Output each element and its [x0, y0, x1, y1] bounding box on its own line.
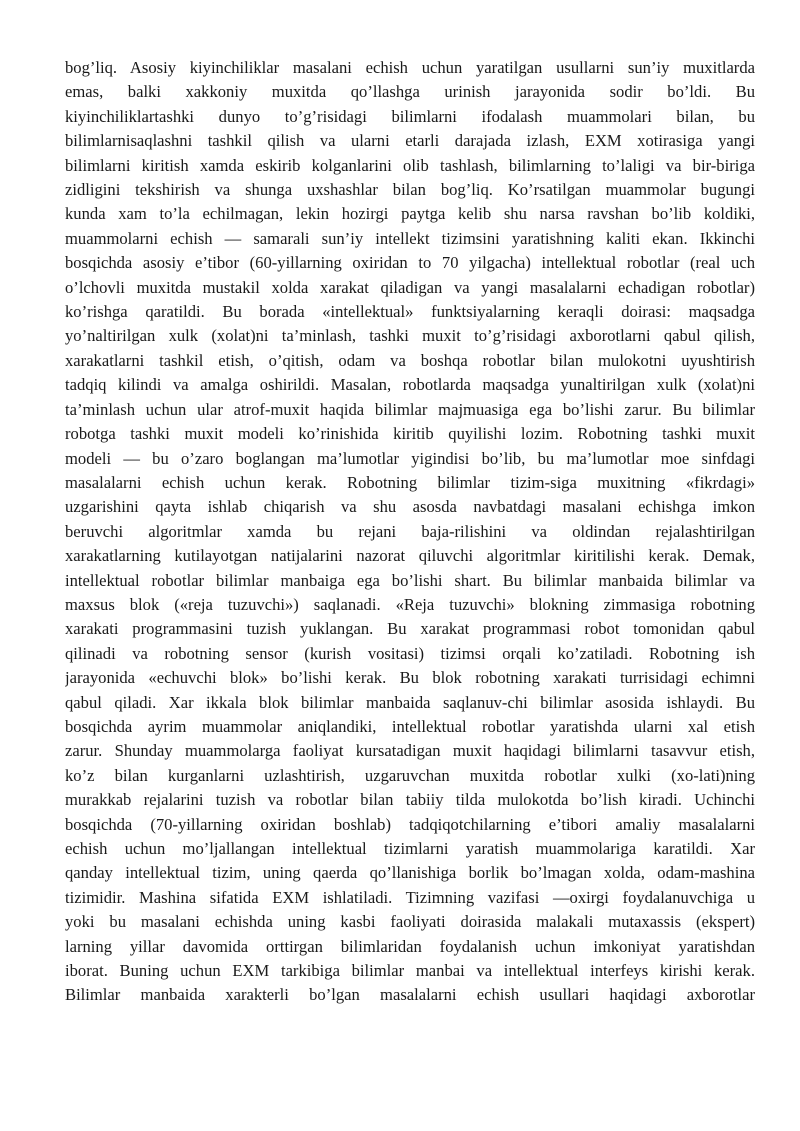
text-line: qanday intellektual tizim, uning qaerda qo’llanishiga borlik bo’lmagan xolda, odam-mashina	[65, 863, 755, 883]
text-line: ta’minlash uchun ular atrof-muxit haqida bilimlar majmuasiga ega bo’lishi zarur. Bu bilimlar	[65, 399, 755, 419]
text-line: xarakatlarni tashkil etish, o’qitish, odam va boshqa robotlar bilan mulokotni uyushtirish	[65, 350, 755, 370]
text-line: echish uchun mo’ljallangan intellektual tizimlarni yaratish muammolariga karatildi. Xar	[65, 839, 755, 858]
text-line: qilinadi va robotning sensor (kurish vositasi) tizimsi orqali ko’zatiladi. Robotning ish	[65, 643, 755, 663]
text-line: o’lchovli muxitda mustakil xolda xarakat qiladigan va yangi masalalarni echadigan robotlar)	[65, 277, 755, 297]
text-line: xarakatlarning kutilayotgan natijalarini nazorat qiluvchi algoritmlar kiritilishi kerak. Demak,	[65, 546, 755, 566]
text-line: kiyinchiliklartashki dunyo to’g’risidagi bilimlarni ifodalash muammolari bilan, bu	[65, 106, 755, 126]
text-line: tizimidir. Mashina sifatida EXM ishlatiladi. Tizimning vazifasi —oxirgi foydalanuvchiga u	[65, 887, 755, 907]
text-line: Bilimlar manbaida xarakterli bo’lgan masalalarni echish usullari haqidagi axborotlar	[65, 985, 755, 1005]
text-line: yo’naltirilgan xulk (xolat)ni ta’minlash, tashki muxit to’g’risidagi axborotlarni qabul qilish,	[65, 326, 755, 346]
text-line: bilimlarnisaqlashni tashkil qilish va ularni etarli darajada izlash, EXM xotirasiga yangi	[65, 131, 755, 151]
text-line: jarayonida «echuvchi blok» bo’lishi kerak. Bu blok robotning xarakati turrisidagi echimni	[65, 668, 755, 688]
document-page	[65, 56, 755, 1008]
text-line: masalalarni echish uchun kerak. Robotning bilimlar tizim-siga muxitning «fikrdagi»	[65, 472, 755, 492]
text-line: murakkab rejalarini tuzish va robotlar bilan tabiiy tilda mulokotda bo’lish kiradi. Uchinchi	[65, 790, 755, 810]
text-line: bilimlarni kiritish xamda eskirib kolganlarini olib tashlash, bilimlarning to’laligi va bir-biriga	[65, 155, 755, 175]
text-line: zidligini tekshirish va shunga uxshashlar bilan bog’liq. Ko’rsatilgan muammolar bugungi	[65, 180, 755, 200]
text-line: emas, balki xakkoniy muxitda qo’llashga urinish jarayonida sodir bo’ldi. Bu	[65, 82, 755, 102]
text-line: ko’rishga qaratildi. Bu borada «intellektual» funktsiyalarning keraqli doirasi: maqsadga	[65, 302, 755, 322]
text-line: bosqichda asosiy e’tibor (60-yillarning oxiridan to 70 yilgacha) intellektual robotlar (real uch	[65, 253, 755, 273]
text-line: muammolarni echish — samarali sun’iy intellekt tizimsini yaratishning kaliti ekan. Ikkinchi	[65, 228, 755, 248]
text-line: modeli — bu o’zaro boglangan ma’lumotlar yigindisi bo’lib, bu ma’lumotlar moe sinfdagi	[65, 448, 755, 468]
text-line: yoki bu masalani echishda uning kasbi faoliyati doirasida malakali mutaxassis (ekspert)	[65, 912, 755, 932]
text-line: iborat. Buning uchun EXM tarkibiga bilimlar manbai va intellektual interfeys kirishi kerak.	[65, 961, 755, 981]
text-line: uzgarishini qayta ishlab chiqarish va shu asosda navbatdagi masalani echishga imkon	[65, 497, 755, 517]
text-line: beruvchi algoritmlar xamda bu rejani baja-rilishini va oldindan rejalashtirilgan	[65, 521, 755, 541]
text-line: robotga tashki muxit modeli ko’rinishida kiritib quyilishi lozim. Robotning tashki muxit	[65, 424, 755, 444]
text-line: bosqichda ayrim muammolar aniqlandiki, intellektual robotlar yaratishda ularni xal etish	[65, 716, 755, 736]
text-line: larning yillar davomida orttirgan bilimlaridan foydalanish uchun imkoniyat yaratishdan	[65, 936, 755, 956]
text-line: zarur. Shunday muammolarga faoliyat kursatadigan muxit haqidagi bilimlarni tasavvur etish,	[65, 741, 755, 761]
text-line: maxsus blok («reja tuzuvchi») saqlanadi. «Reja tuzuvchi» blokning zimmasiga robotning	[65, 594, 755, 614]
text-line: tadqiq kilindi va amalga oshirildi. Masalan, robotlarda maqsadga yunaltirilgan xulk (xolat)ni	[65, 375, 755, 395]
text-line: bosqichda (70-yillarning oxiridan boshlab) tadqiqotchilarning e’tibori amaliy masalalarni	[65, 814, 755, 834]
text-line: qabul qiladi. Xar ikkala blok bilimlar manbaida saqlanuv-chi bilimlar asosida ishlaydi. Bu	[65, 692, 755, 712]
text-line: bog’liq. Asosiy kiyinchiliklar masalani echish uchun yaratilgan usullarni sun’iy muxitlarda	[65, 58, 755, 77]
text-line: ko’z bilan kurganlarni uzlashtirish, uzgaruvchan muxitda robotlar xulki (xo-lati)ning	[65, 765, 755, 785]
text-line: intellektual robotlar bilimlar manbaiga ega bo’lishi shart. Bu bilimlar manbaida bilimlar va	[65, 570, 755, 590]
text-line: kunda xam to’la echilmagan, lekin hozirgi paytga kelib shu narsa ravshan bo’lib koldiki,	[65, 204, 755, 224]
text-line: xarakati programmasini tuzish yuklangan. Bu xarakat programmasi robot tomonidan qabul	[65, 619, 755, 639]
